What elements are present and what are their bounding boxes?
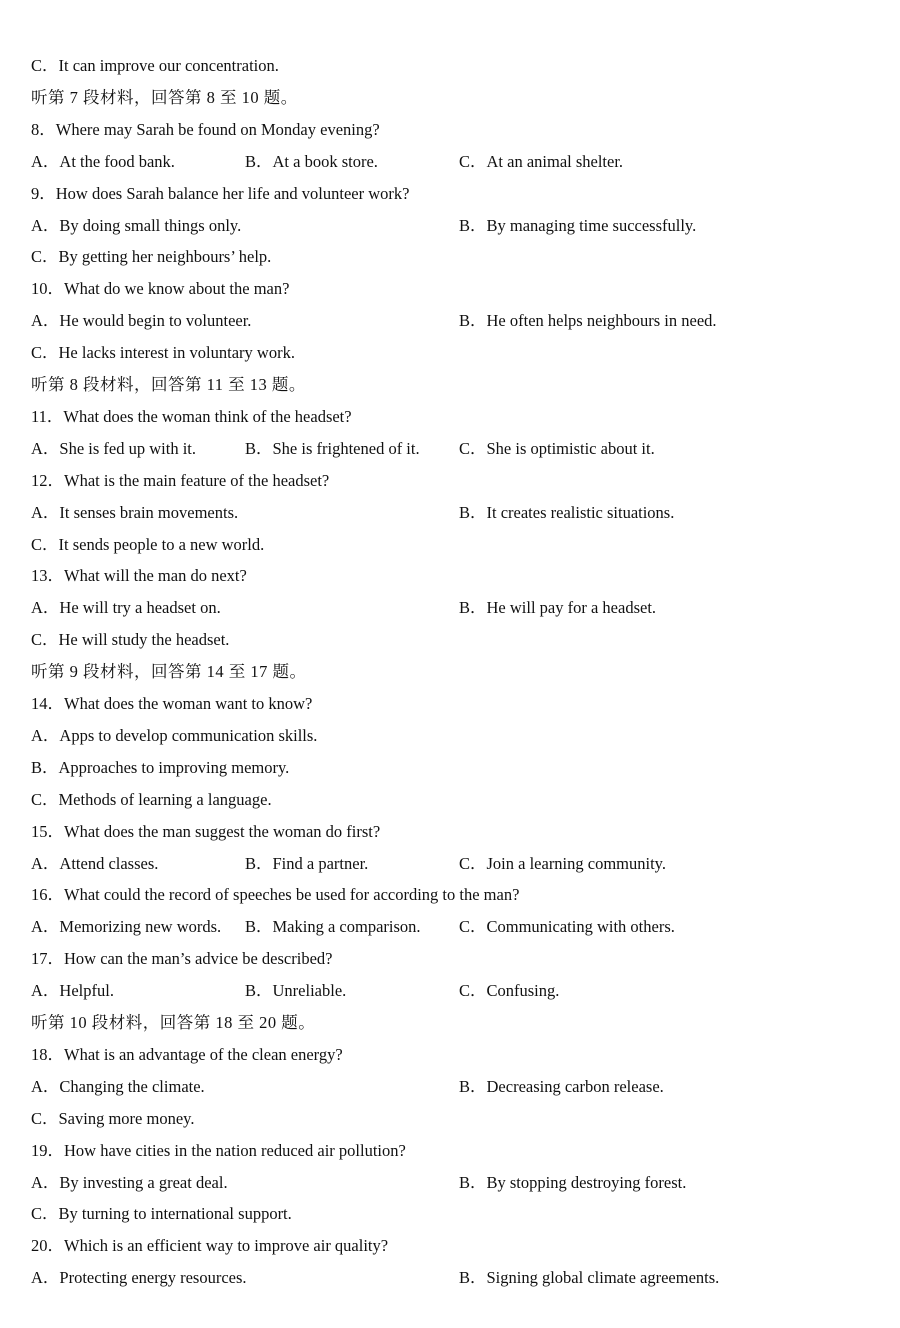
answer-option: C．She is optimistic about it. bbox=[459, 438, 655, 458]
answer-option: C．It can improve our concentration. bbox=[31, 56, 279, 75]
question-text: 16．What could the record of speeches be used for according to the man? bbox=[31, 885, 520, 905]
question-text: 20．Which is an efficient way to improve air quality? bbox=[31, 1236, 389, 1256]
answer-option: B．By managing time successfully. bbox=[459, 215, 697, 235]
answer-option: C．At an animal shelter. bbox=[459, 151, 624, 171]
section-instruction: 听第 9 段材料，回答第 14 至 17 题。 bbox=[31, 662, 307, 682]
question-text: 18．What is an advantage of the clean energy? bbox=[31, 1044, 343, 1064]
answer-option: A．Protecting energy resources. bbox=[31, 1268, 247, 1288]
question-text: 8．Where may Sarah be found on Monday evening? bbox=[31, 119, 380, 139]
answer-option: C．He will study the headset. bbox=[31, 630, 230, 650]
answer-option: A．Apps to develop communication skills. bbox=[31, 725, 318, 745]
answer-option: C．Join a learning community. bbox=[459, 853, 666, 873]
answer-option: A．She is fed up with it. bbox=[31, 438, 196, 458]
answer-option: C．By getting her neighbours’ help. bbox=[31, 247, 272, 267]
answer-option: A．He will try a headset on. bbox=[31, 598, 221, 618]
answer-option: A．It senses brain movements. bbox=[31, 502, 239, 522]
question-text: 15．What does the man suggest the woman do first? bbox=[31, 821, 381, 841]
answer-option: A．Attend classes. bbox=[31, 853, 159, 873]
answer-option: B．She is frightened of it. bbox=[245, 438, 420, 458]
question-text: 17．How can the man’s advice be described? bbox=[31, 949, 333, 969]
answer-option: A．At the food bank. bbox=[31, 151, 175, 171]
answer-option: B．Unreliable. bbox=[245, 981, 347, 1001]
answer-option: A．He would begin to volunteer. bbox=[31, 311, 252, 331]
answer-option: B．By stopping destroying forest. bbox=[459, 1172, 687, 1192]
question-text: 19．How have cities in the nation reduced air pollution? bbox=[31, 1140, 406, 1160]
answer-option: C．Confusing. bbox=[459, 981, 560, 1001]
answer-option: C．Saving more money. bbox=[31, 1108, 195, 1128]
answer-option: A．By investing a great deal. bbox=[31, 1172, 228, 1192]
section-instruction: 听第 10 段材料，回答第 18 至 20 题。 bbox=[31, 1013, 316, 1032]
answer-option: C．It sends people to a new world. bbox=[31, 534, 265, 554]
section-instruction: 听第 7 段材料，回答第 8 至 10 题。 bbox=[31, 87, 298, 107]
answer-option: A．Helpful. bbox=[31, 981, 114, 1001]
answer-option: B．Making a comparison. bbox=[245, 917, 421, 937]
answer-option: B．He often helps neighbours in need. bbox=[459, 311, 717, 331]
question-text: 9．How does Sarah balance her life and volunteer work? bbox=[31, 183, 410, 203]
answer-option: A．Changing the climate. bbox=[31, 1076, 205, 1096]
answer-option: B．Find a partner. bbox=[245, 853, 369, 873]
answer-option: C．He lacks interest in voluntary work. bbox=[31, 343, 295, 363]
answer-option: C．Communicating with others. bbox=[459, 917, 675, 937]
answer-option: B．Signing global climate agreements. bbox=[459, 1268, 720, 1288]
answer-option: B．He will pay for a headset. bbox=[459, 598, 657, 618]
answer-option: B．It creates realistic situations. bbox=[459, 502, 675, 522]
answer-option: B．Approaches to improving memory. bbox=[31, 757, 290, 777]
answer-option: A．Memorizing new words. bbox=[31, 917, 222, 937]
question-text: 12．What is the main feature of the headset? bbox=[31, 470, 330, 490]
answer-option: C．By turning to international support. bbox=[31, 1204, 292, 1224]
answer-option: C．Methods of learning a language. bbox=[31, 789, 272, 809]
question-text: 14．What does the woman want to know? bbox=[31, 694, 313, 713]
question-text: 10．What do we know about the man? bbox=[31, 279, 290, 299]
section-instruction: 听第 8 段材料，回答第 11 至 13 题。 bbox=[31, 375, 306, 394]
answer-option: B．Decreasing carbon release. bbox=[459, 1076, 664, 1096]
answer-option: B．At a book store. bbox=[245, 151, 378, 171]
answer-option: A．By doing small things only. bbox=[31, 215, 242, 235]
question-text: 11．What does the woman think of the headset? bbox=[31, 406, 352, 426]
question-text: 13．What will the man do next? bbox=[31, 566, 247, 586]
